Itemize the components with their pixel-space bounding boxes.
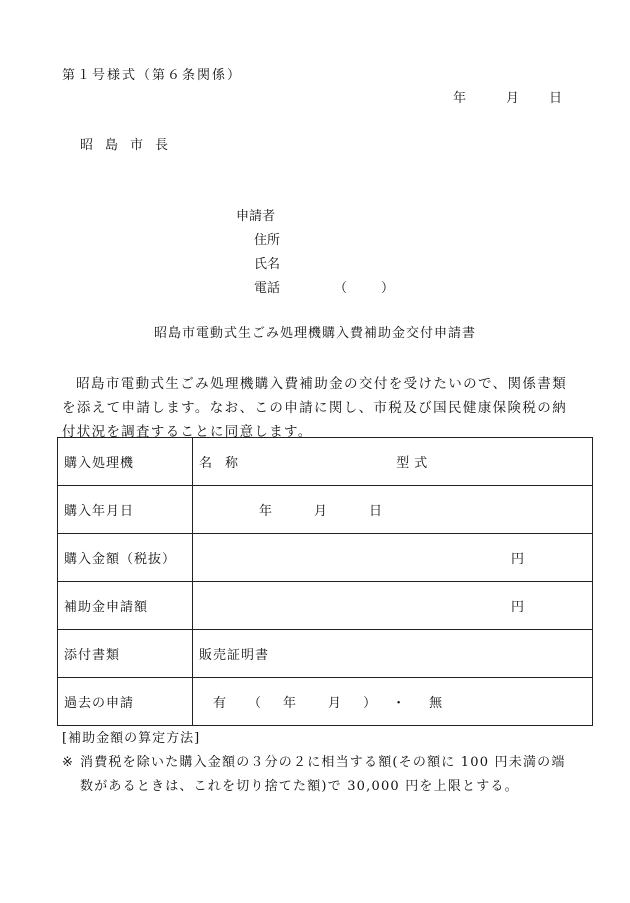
phone-paren-close: ） <box>381 281 395 296</box>
date-month-label: 月 <box>506 91 520 106</box>
table-row <box>58 486 593 534</box>
row-value: 販売証明書 <box>193 630 593 678</box>
body-paragraph: 昭島市電動式生ごみ処理機購入費補助金の交付を受けたいので、関係書類を添えて申請します。なお、この申請に関し、市税及び国民健康保険税の納付状況を調査することに同意します。 <box>62 376 567 440</box>
date-day-label: 日 <box>549 91 563 106</box>
row-value <box>193 438 593 486</box>
row-label: 購入年月日 <box>58 486 193 534</box>
phone-line <box>236 282 394 306</box>
purchase-year-label: 年 <box>259 504 273 519</box>
table-row <box>58 630 593 678</box>
note-mark: ※ <box>62 755 75 770</box>
address-label: 住所 <box>254 233 281 248</box>
document-title: 昭島市電動式生ごみ処理機購入費補助金交付申請書 <box>153 326 476 341</box>
addressee: 昭島市長 <box>80 138 181 153</box>
row-label: 過去の申請 <box>58 678 193 726</box>
name-label: 氏名 <box>254 257 281 272</box>
calculation-note <box>62 751 572 799</box>
body-text <box>62 372 567 444</box>
applicant-heading: 申請者 <box>236 209 276 224</box>
table-row <box>58 582 593 630</box>
row-label: 購入金額（税抜） <box>58 534 193 582</box>
purchase-month-label: 月 <box>314 504 328 519</box>
row-label: 補助金申請額 <box>58 582 193 630</box>
past-yes-label: 有 <box>213 696 227 711</box>
row-value <box>193 678 593 726</box>
table-row <box>58 678 593 726</box>
model-field-label: 型式 <box>396 456 433 471</box>
yen-unit: 円 <box>510 600 524 615</box>
applicant-block <box>236 210 394 306</box>
application-table <box>57 437 593 726</box>
purchase-day-label: 日 <box>369 504 383 519</box>
row-value <box>193 534 593 582</box>
phone-label: 電話 <box>254 281 281 296</box>
past-paren-close: ） <box>363 696 377 711</box>
date-year-label: 年 <box>453 91 467 106</box>
table-row <box>58 438 593 486</box>
past-no-label: 無 <box>429 696 443 711</box>
yen-unit: 円 <box>510 552 524 567</box>
row-label: 添付書類 <box>58 630 193 678</box>
row-value <box>193 486 593 534</box>
calculation-heading: [補助金額の算定方法] <box>62 731 201 746</box>
row-label: 購入処理機 <box>58 438 193 486</box>
past-month-label: 月 <box>328 696 342 711</box>
form-number: 第１号様式（第６条関係） <box>62 68 243 83</box>
table-row <box>58 534 593 582</box>
past-paren-open: （ <box>248 696 262 711</box>
past-separator: ・ <box>392 696 406 711</box>
name-field-label: 名 称 <box>199 456 239 471</box>
past-year-label: 年 <box>283 696 297 711</box>
date-line <box>453 92 562 105</box>
row-value <box>193 582 593 630</box>
phone-paren-open: （ <box>334 281 348 296</box>
note-text: 消費税を除いた購入金額の３分の２に相当する額(その額に 100 円未満の端数があるときは、これを切り捨てた額)で 30,000 円を上限とする。 <box>80 755 566 794</box>
